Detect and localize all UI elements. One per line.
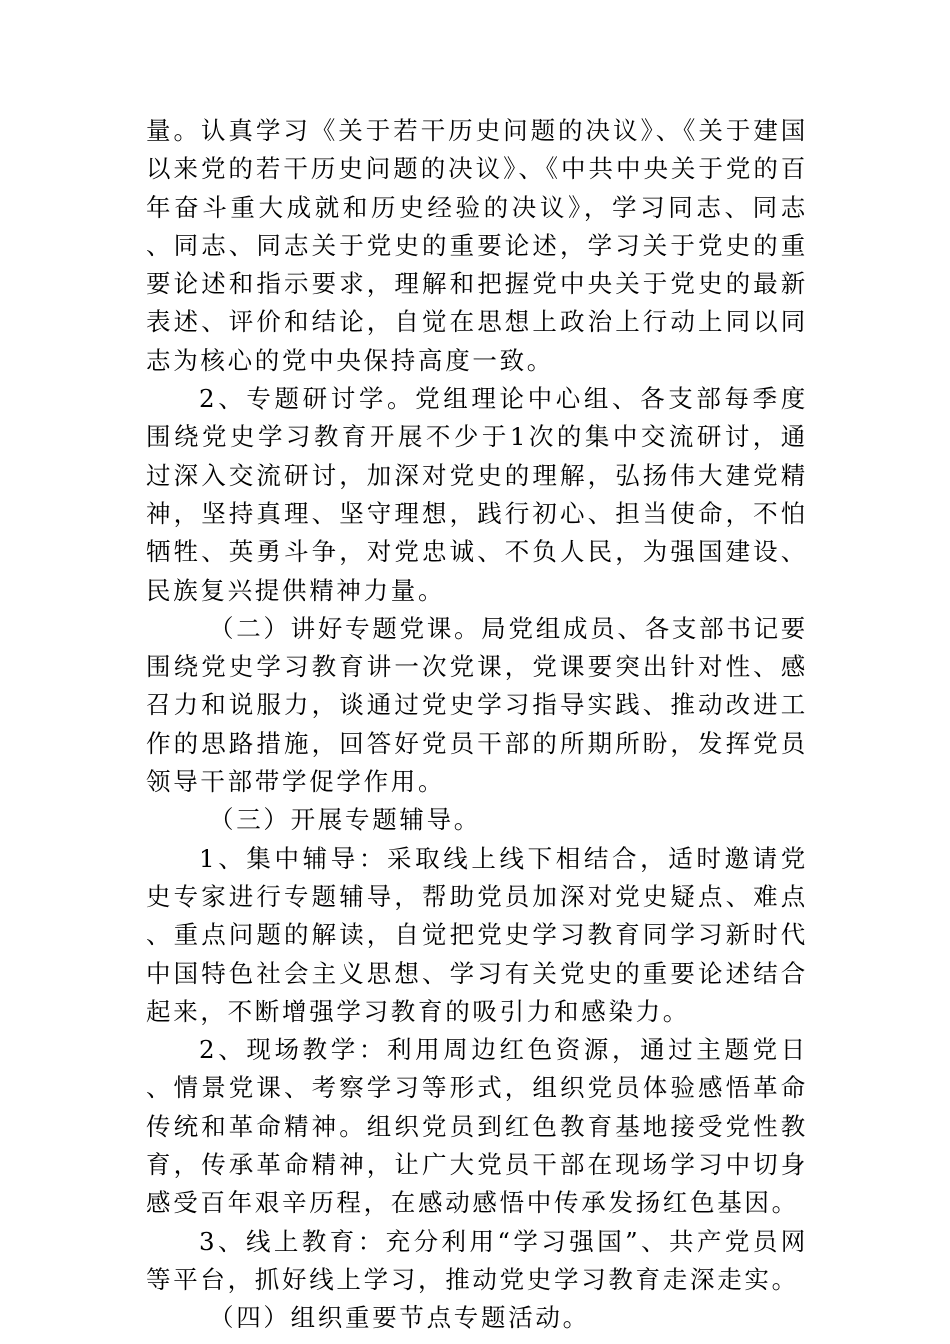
paragraph-item-3-online: 3、线上教育：充分利用“学习强国”、共产党员网等平台，抓好线上学习，推动党史学习教育走深走实。 — [146, 1226, 808, 1294]
paragraph-section-3: （三）开展专题辅导。 — [209, 805, 481, 835]
paragraph-item-2-study: 2、专题研讨学。党组理论中心组、各支部每季度围绕党史学习教育开展不少于1次的集中交流研讨，通过深入交流研讨，加深对党史的理解，弘扬伟大建党精神，坚持真理、坚守理想，践行初心、担当使命，不怕牺牲、英勇斗争，对党忠诚、不负人民，为强国建设、民族复兴提供精神力量。 — [146, 384, 808, 605]
paragraph-section-4: （四）组织重要节点专题活动。 — [209, 1303, 590, 1333]
paragraph-continuation: 量。认真学习《关于若干历史问题的决议》、《关于建国以来党的若干历史问题的决议》、《中共中央关于党的百年奋斗重大成就和历史经验的决议》，学习同志、同志、同志、同志关于党史的重要论述，学习关于党史的重要论述和指示要求，理解和把握党中央关于党史的最新表述、评价和结论，自觉在思想上政治上行动上同以同志为核心的党中央保持高度一致。 — [146, 116, 808, 375]
document-body — [146, 112, 808, 1338]
paragraph-item-1-guidance: 1、集中辅导：采取线上线下相结合，适时邀请党史专家进行专题辅导，帮助党员加深对党史疑点、难点、重点问题的解读，自觉把党史学习教育同学习新时代中国特色社会主义思想、学习有关党史的重要论述结合起来，不断增强学习教育的吸引力和感染力。 — [146, 843, 808, 1026]
paragraph-item-2-onsite: 2、现场教学：利用周边红色资源，通过主题党日、情景党课、考察学习等形式，组织党员体验感悟革命传统和革命精神。组织党员到红色教育基地接受党性教育，传承革命精神，让广大党员干部在现场学习中切身感受百年艰辛历程，在感动感悟中传承发扬红色基因。 — [146, 1035, 808, 1218]
paragraph-section-2: （二）讲好专题党课。局党组成员、各支部书记要围绕党史学习教育讲一次党课，党课要突出针对性、感召力和说服力，谈通过党史学习指导实践、推动改进工作的思路措施，回答好党员干部的所期所盼，发挥党员领导干部带学促学作用。 — [146, 613, 808, 797]
